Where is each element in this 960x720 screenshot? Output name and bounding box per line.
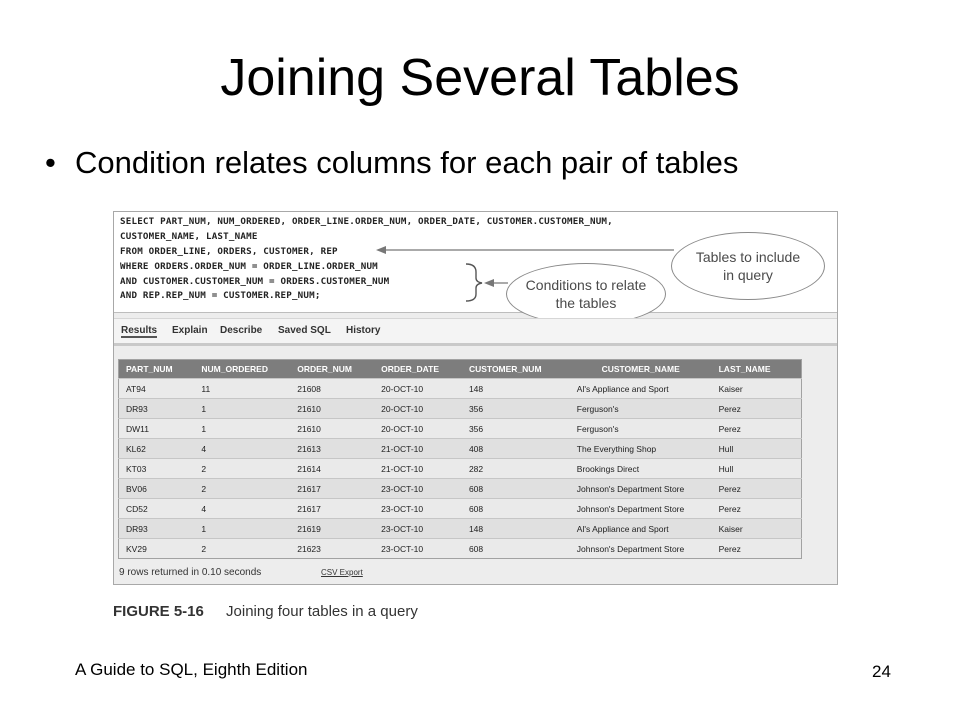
figure-label: FIGURE 5-16	[113, 603, 204, 620]
sql-line: SELECT PART_NUM, NUM_ORDERED, ORDER_LINE.ORDER_NUM, ORDER_DATE, CUSTOMER.CUSTOMER_NUM,	[120, 216, 613, 227]
table-cell: 23-OCT-10	[374, 499, 462, 519]
table-cell: KL62	[119, 439, 195, 459]
table-cell: 21-OCT-10	[374, 439, 462, 459]
bullet-item	[45, 145, 738, 181]
conditions-brace-icon	[466, 264, 482, 301]
footer-book-title: A Guide to SQL, Eighth Edition	[75, 660, 308, 679]
table-cell: 282	[462, 459, 570, 479]
column-header: ORDER_DATE	[374, 360, 462, 379]
tab-history[interactable]: History	[346, 325, 381, 336]
table-cell: 2	[194, 539, 290, 559]
table-cell: CD52	[119, 499, 195, 519]
table-cell: Perez	[712, 499, 802, 519]
callout-text-line: the tables	[555, 295, 617, 311]
table-cell: 21610	[290, 399, 374, 419]
table-cell: 20-OCT-10	[374, 419, 462, 439]
table-cell: 21614	[290, 459, 374, 479]
slide-title: Joining Several Tables	[220, 49, 740, 107]
sql-line: AND CUSTOMER.CUSTOMER_NUM = ORDERS.CUSTOMER_NUM	[120, 276, 390, 287]
table-cell: Kaiser	[712, 379, 802, 399]
table-row	[119, 419, 802, 439]
table-cell: 408	[462, 439, 570, 459]
table-cell: BV06	[119, 479, 195, 499]
column-header: NUM_ORDERED	[194, 360, 290, 379]
sql-workshop-figure	[113, 211, 838, 585]
table-cell: Perez	[712, 479, 802, 499]
table-cell: 356	[462, 419, 570, 439]
results-tab-bar	[114, 318, 837, 346]
table-row	[119, 399, 802, 419]
table-cell: 356	[462, 399, 570, 419]
column-header: ORDER_NUM	[290, 360, 374, 379]
conditions-arrow-head-icon	[484, 279, 494, 287]
table-cell: 11	[194, 379, 290, 399]
table-cell: 608	[462, 539, 570, 559]
table-row	[119, 439, 802, 459]
table-row	[119, 479, 802, 499]
table-cell: Hull	[712, 439, 802, 459]
conditions-callout	[506, 263, 666, 325]
table-cell: 4	[194, 439, 290, 459]
column-header: PART_NUM	[119, 360, 195, 379]
table-cell: The Everything Shop	[570, 439, 712, 459]
table-cell: KT03	[119, 459, 195, 479]
table-cell: 148	[462, 519, 570, 539]
bullet-dot-icon: •	[45, 145, 56, 180]
table-cell: 1	[194, 399, 290, 419]
table-cell: 21623	[290, 539, 374, 559]
table-cell: 21619	[290, 519, 374, 539]
sql-line: CUSTOMER_NAME, LAST_NAME	[120, 231, 258, 242]
table-cell: 608	[462, 499, 570, 519]
table-cell: Kaiser	[712, 519, 802, 539]
table-cell: DW11	[119, 419, 195, 439]
table-row	[119, 459, 802, 479]
table-cell: Brookings Direct	[570, 459, 712, 479]
column-header: CUSTOMER_NAME	[570, 360, 712, 379]
tab-describe[interactable]: Describe	[220, 325, 263, 336]
tab-saved-sql[interactable]: Saved SQL	[278, 325, 331, 336]
table-cell: 20-OCT-10	[374, 399, 462, 419]
column-header: CUSTOMER_NUM	[462, 360, 570, 379]
table-header-row	[119, 360, 802, 379]
table-cell: 21-OCT-10	[374, 459, 462, 479]
table-cell: 23-OCT-10	[374, 539, 462, 559]
table-cell: 23-OCT-10	[374, 519, 462, 539]
table-cell: Perez	[712, 399, 802, 419]
table-cell: 148	[462, 379, 570, 399]
page-number: 24	[872, 662, 891, 681]
tables-arrow-head-icon	[376, 246, 386, 254]
table-cell: KV29	[119, 539, 195, 559]
table-cell: Ferguson's	[570, 399, 712, 419]
bullet-text: Condition relates columns for each pair of tables	[75, 145, 739, 180]
table-cell: 23-OCT-10	[374, 479, 462, 499]
sql-line: AND REP.REP_NUM = CUSTOMER.REP_NUM;	[120, 290, 321, 301]
table-cell: Johnson's Department Store	[570, 499, 712, 519]
callout-text-line: in query	[723, 267, 773, 283]
table-cell: 1	[194, 519, 290, 539]
table-cell: Johnson's Department Store	[570, 539, 712, 559]
figure-caption-text: Joining four tables in a query	[226, 603, 418, 620]
table-cell: 21613	[290, 439, 374, 459]
callout-text-line: Tables to include	[695, 249, 801, 265]
sql-line: WHERE ORDERS.ORDER_NUM = ORDER_LINE.ORDER_NUM	[120, 261, 378, 272]
sql-command-editor[interactable]	[114, 212, 837, 313]
table-cell: Johnson's Department Store	[570, 479, 712, 499]
column-header: LAST_NAME	[712, 360, 802, 379]
table-cell: DR93	[119, 399, 195, 419]
table-cell: 2	[194, 479, 290, 499]
table-row	[119, 519, 802, 539]
table-cell: Al's Appliance and Sport	[570, 379, 712, 399]
sql-line: FROM ORDER_LINE, ORDERS, CUSTOMER, REP	[120, 246, 338, 257]
table-cell: 21617	[290, 479, 374, 499]
table-cell: DR93	[119, 519, 195, 539]
rows-returned-status: 9 rows returned in 0.10 seconds	[119, 567, 262, 578]
table-cell: 608	[462, 479, 570, 499]
table-cell: 2	[194, 459, 290, 479]
figure-caption	[113, 603, 418, 620]
table-cell: 1	[194, 419, 290, 439]
tab-results[interactable]: Results	[121, 325, 158, 336]
table-row	[119, 379, 802, 399]
table-cell: Hull	[712, 459, 802, 479]
table-cell: AT94	[119, 379, 195, 399]
table-cell: Ferguson's	[570, 419, 712, 439]
table-cell: 4	[194, 499, 290, 519]
table-cell: 21617	[290, 499, 374, 519]
table-cell: Perez	[712, 419, 802, 439]
tab-explain[interactable]: Explain	[172, 325, 208, 336]
tables-callout	[671, 232, 825, 300]
callout-text-line: Conditions to relate	[525, 277, 647, 293]
table-row	[119, 539, 802, 559]
table-cell: Al's Appliance and Sport	[570, 519, 712, 539]
csv-export-link[interactable]: CSV Export	[321, 568, 363, 577]
results-table	[118, 359, 802, 559]
table-cell: 21608	[290, 379, 374, 399]
table-cell: 20-OCT-10	[374, 379, 462, 399]
table-row	[119, 499, 802, 519]
table-cell: Perez	[712, 539, 802, 559]
table-cell: 21610	[290, 419, 374, 439]
